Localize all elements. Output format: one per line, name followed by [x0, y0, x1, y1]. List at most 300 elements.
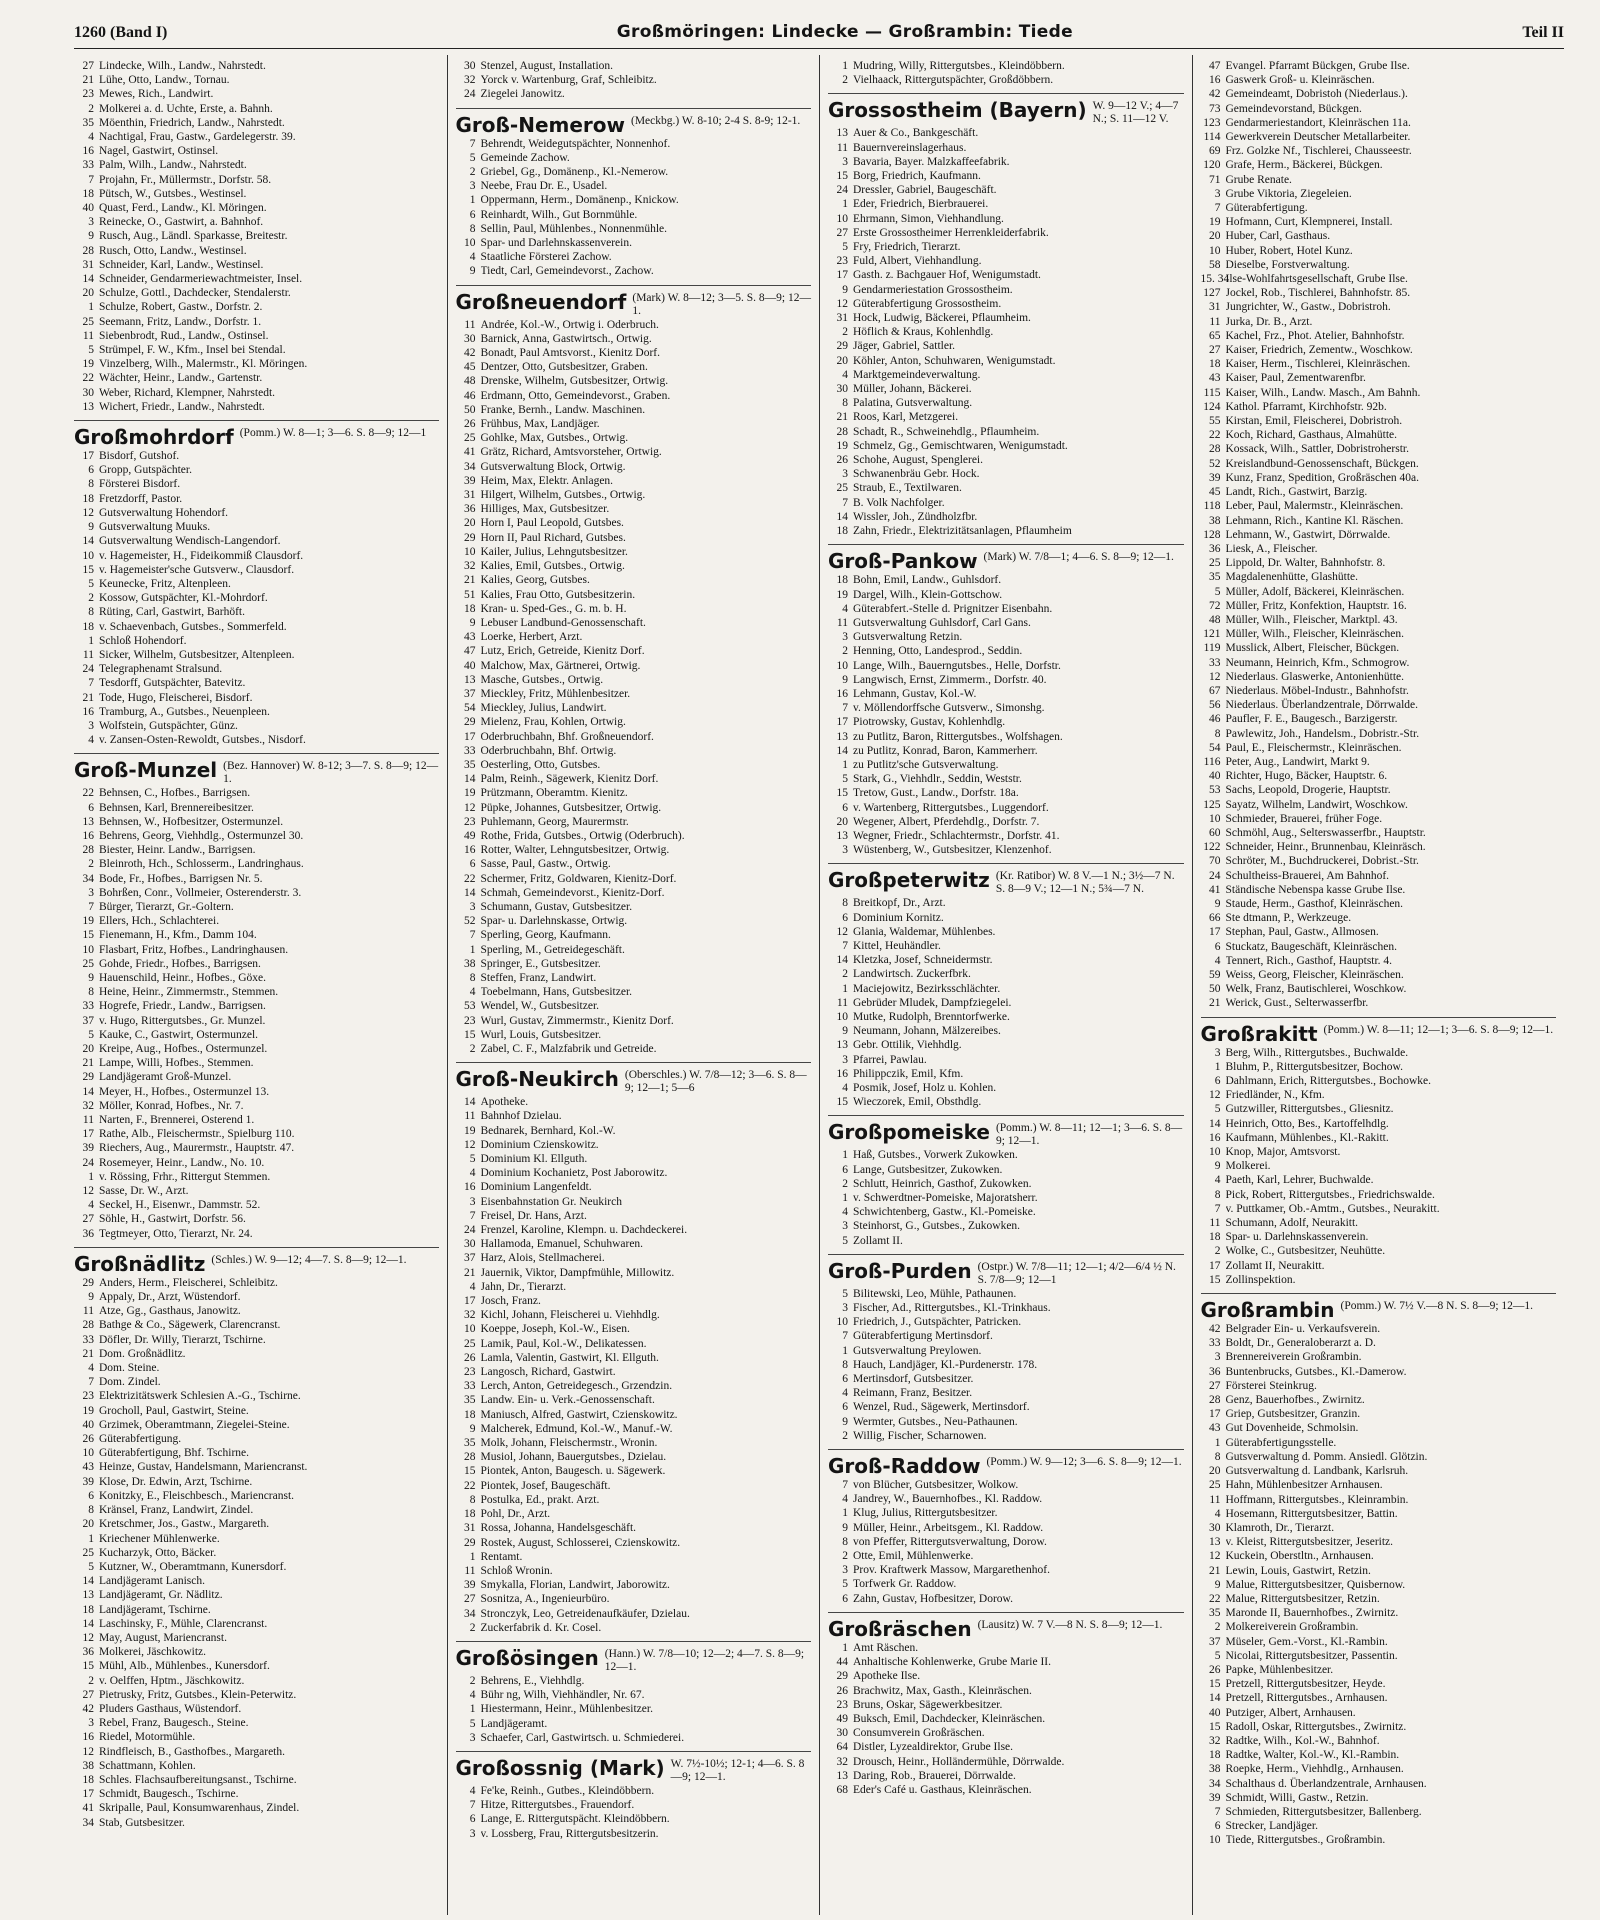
subscriber-entry — [828, 1400, 1184, 1414]
subscriber-entry — [74, 343, 439, 357]
subscriber-name: Eder's Café u. Gasthaus, Kleinräschen. — [853, 1783, 1032, 1796]
subscriber-entry — [1201, 1436, 1557, 1450]
subscriber-entry — [1201, 897, 1557, 911]
subscriber-entry — [456, 1784, 812, 1798]
subscriber-entry — [1201, 215, 1557, 229]
subscriber-entry — [456, 914, 812, 928]
subscriber-name: Gutsverwaltung Muuks. — [99, 521, 211, 534]
phone-number: 5 — [88, 1560, 94, 1573]
subscriber-entry — [456, 264, 812, 278]
phone-number: 5 — [842, 773, 848, 786]
subscriber-entry — [74, 215, 439, 229]
subscriber-entry — [828, 1081, 1184, 1095]
phone-number: 18 — [82, 1773, 94, 1786]
phone-number: 25 — [836, 482, 848, 495]
place-name: Großmohrdorf — [74, 425, 234, 450]
subscriber-entry — [74, 1404, 439, 1418]
subscriber-entry — [828, 616, 1184, 630]
phone-number: 33 — [464, 744, 476, 757]
subscriber-entry — [1201, 1088, 1557, 1102]
phone-number: 15. 34 — [1200, 273, 1230, 286]
subscriber-entry — [456, 1280, 812, 1294]
subscriber-entry — [1201, 670, 1557, 684]
phone-number: 21 — [82, 691, 94, 704]
subscriber-name: Welk, Franz, Bautischlerei, Woschkow. — [1225, 983, 1407, 996]
subscriber-name: Tretow, Gust., Landw., Dorfstr. 18a. — [853, 787, 1019, 800]
phone-number: 29 — [82, 1071, 94, 1084]
phone-number: 47 — [1209, 60, 1221, 72]
subscriber-entry — [456, 1731, 812, 1745]
subscriber-name: Rotter, Walter, Lehngutsbesitzer, Ortwig. — [480, 844, 670, 857]
subscriber-entry — [828, 1740, 1184, 1754]
subscriber-name: Daring, Rob., Brauerei, Dörrwalde. — [853, 1769, 1016, 1782]
subscriber-name: Gutsverwaltung Preylowen. — [853, 1344, 982, 1357]
subscriber-entry — [1201, 599, 1557, 613]
subscriber-name: Kreislandbund-Genossenschaft, Bückgen. — [1225, 457, 1419, 470]
phone-number: 32 — [1209, 1734, 1221, 1747]
phone-number: 4 — [88, 734, 94, 747]
place-name: Großossnig (Mark) — [455, 1755, 665, 1780]
subscriber-name: Kaiser, Friedrich, Zementw., Woschkow. — [1225, 344, 1413, 357]
subscriber-name: Gutsverwaltung Block, Ortwig. — [480, 460, 626, 473]
subscriber-name: Landt, Rich., Gastwirt, Barzig. — [1225, 486, 1368, 499]
subscriber-entry — [1201, 1046, 1557, 1060]
subscriber-entry — [456, 573, 812, 587]
phone-number: 25 — [82, 1546, 94, 1559]
subscriber-name: Wurl, Gustav, Zimmermstr., Kienitz Dorf. — [480, 1014, 674, 1027]
phone-number: 15 — [836, 787, 848, 800]
subscriber-entry — [828, 673, 1184, 687]
subscriber-entry — [1201, 1117, 1557, 1131]
phone-number: 26 — [836, 1684, 848, 1697]
subscriber-entry — [456, 1322, 812, 1336]
phone-number: 3 — [469, 1195, 476, 1208]
phone-number: 47 — [464, 645, 476, 658]
subscriber-entry — [74, 102, 439, 116]
phone-number: 2 — [88, 102, 94, 115]
subscriber-entry — [828, 758, 1184, 772]
phone-number: 25 — [464, 432, 476, 445]
subscriber-name: Ständische Nebenspa kasse Grube Ilse. — [1225, 883, 1406, 896]
phone-number: 21 — [82, 1347, 94, 1360]
place-section — [456, 285, 812, 1057]
subscriber-name: Gemeindevorstand, Bückgen. — [1225, 102, 1362, 115]
office-hours: (Pomm.) W. 8—11; 12—1; 3—6. S. 8—9; 12—1. — [995, 1122, 1183, 1148]
subscriber-entry — [74, 999, 439, 1013]
subscriber-entry — [828, 1577, 1184, 1591]
subscriber-entry — [74, 1127, 439, 1141]
subscriber-name: Ilse-Wohlfahrtsgesellschaft, Grube Ilse. — [1225, 273, 1408, 286]
phone-number: 35 — [1209, 571, 1221, 584]
phone-number: 29 — [464, 531, 476, 544]
phone-number: 7 — [842, 1479, 848, 1492]
phone-number: 4 — [88, 1362, 94, 1375]
subscriber-name: Jauernik, Viktor, Dampfmühle, Millowitz. — [480, 1266, 675, 1279]
subscriber-name: Jäger, Gabriel, Sattler. — [853, 340, 956, 353]
subscriber-entry — [74, 492, 439, 506]
phone-number: 36 — [1209, 542, 1221, 555]
subscriber-entry — [456, 1827, 812, 1841]
subscriber-name: Heinrich, Otto, Bes., Kartoffelhdlg. — [1225, 1117, 1389, 1130]
phone-number: 5 — [469, 1153, 476, 1166]
phone-number: 4 — [1214, 954, 1221, 967]
subscriber-name: Oppermann, Herm., Domänenp., Knickow. — [480, 194, 679, 207]
place-header — [828, 1449, 1184, 1478]
subscriber-name: Flasbart, Fritz, Hofbes., Landringhausen. — [99, 943, 289, 956]
subscriber-name: Möller, Konrad, Hofbes., Nr. 7. — [99, 1099, 244, 1112]
subscriber-entry — [456, 1422, 812, 1436]
subscriber-name: Schneider, Gendarmeriewachtmeister, Insel. — [99, 273, 303, 286]
subscriber-entry — [1201, 613, 1557, 627]
subscriber-entry — [1201, 741, 1557, 755]
phone-number: 6 — [842, 1373, 848, 1386]
subscriber-name: Sayatz, Wilhelm, Landwirt, Woschkow. — [1225, 798, 1408, 811]
subscriber-entry — [456, 1674, 812, 1688]
subscriber-name: Kreipe, Aug., Hofbes., Ostermunzel. — [99, 1043, 268, 1055]
subscriber-entry — [1201, 130, 1557, 144]
subscriber-entry — [74, 815, 439, 829]
subscriber-name: v. Oelffen, Hptm., Jäschkowitz. — [99, 1674, 245, 1687]
place-name: Groß-Neukirch — [455, 1067, 619, 1092]
phone-number: 19 — [82, 915, 94, 928]
phone-number: 2 — [469, 1674, 476, 1687]
subscriber-entry — [1201, 684, 1557, 698]
phone-number: 6 — [1214, 940, 1221, 953]
phone-number: 22 — [82, 787, 94, 800]
subscriber-name: Grube Renate. — [1225, 173, 1292, 186]
subscriber-entry — [1201, 528, 1557, 542]
subscriber-name: Hauenschild, Heinr., Hofbes., Göxe. — [99, 971, 267, 984]
phone-number: 4 — [469, 1689, 476, 1702]
subscriber-entry — [456, 87, 812, 101]
phone-number: 27 — [1209, 1379, 1221, 1392]
phone-number: 124 — [1203, 400, 1221, 413]
subscriber-name: Frz. Golzke Nf., Tischlerei, Chausseestr. — [1225, 145, 1412, 158]
phone-number: 1 — [469, 943, 476, 956]
phone-number: 15 — [82, 563, 94, 576]
place-section — [1201, 1293, 1557, 1848]
subscriber-entry — [1201, 1244, 1557, 1258]
subscriber-entry — [456, 1702, 812, 1716]
subscriber-name: Werick, Gust., Selterwasserfbr. — [1225, 997, 1369, 1010]
phone-number: 14 — [836, 510, 848, 523]
subscriber-entry — [456, 1507, 812, 1521]
subscriber-entry — [74, 534, 439, 548]
phone-number: 52 — [1209, 457, 1221, 470]
subscriber-name: Bisdorf, Gutshof. — [99, 450, 180, 463]
subscriber-name: Kossow, Gutspächter, Kl.-Mohrdorf. — [99, 592, 268, 605]
phone-number: 3 — [88, 1717, 94, 1730]
subscriber-entry — [828, 1669, 1184, 1683]
phone-number: 39 — [1209, 471, 1221, 484]
phone-number: 3 — [1214, 1046, 1221, 1059]
subscriber-entry — [828, 169, 1184, 183]
subscriber-entry — [1201, 769, 1557, 783]
subscriber-entry — [74, 400, 439, 414]
phone-number: 10 — [82, 943, 94, 956]
phone-number: 7 — [469, 1799, 476, 1812]
place-name: Groß-Nemerow — [455, 112, 625, 137]
phone-number: 28 — [82, 1319, 94, 1332]
phone-number: 39 — [82, 1475, 94, 1488]
phone-number: 24 — [82, 1156, 94, 1169]
phone-number: 23 — [82, 1390, 94, 1403]
subscriber-name: Staatliche Försterei Zachow. — [480, 251, 612, 264]
place-header — [456, 285, 812, 318]
subscriber-entry — [828, 1521, 1184, 1535]
subscriber-name: Rusch, Otto, Landw., Westinsel. — [99, 244, 247, 257]
phone-number: 5 — [1214, 585, 1221, 598]
subscriber-name: Sperling, Georg, Kaufmann. — [480, 929, 611, 942]
subscriber-entry — [456, 1564, 812, 1578]
subscriber-name: Gemeindeamt, Dobristoh (Niederlaus.). — [1225, 88, 1408, 101]
subscriber-name: Barnick, Anna, Gastwirtsch., Ortwig. — [480, 332, 652, 345]
phone-number: 25 — [1209, 1479, 1221, 1492]
place-section — [828, 59, 1184, 87]
subscriber-entry — [828, 59, 1184, 73]
subscriber-name: Wieczorek, Emil, Obsthdlg. — [853, 1096, 982, 1109]
phone-number: 29 — [836, 1670, 848, 1683]
subscriber-entry — [1201, 1060, 1557, 1074]
subscriber-entry — [828, 354, 1184, 368]
subscriber-entry — [828, 1415, 1184, 1429]
subscriber-entry — [1201, 1691, 1557, 1705]
phone-number: 3 — [842, 155, 848, 168]
subscriber-name: Kucharzyk, Otto, Bäcker. — [99, 1546, 217, 1559]
subscriber-entry — [828, 701, 1184, 715]
subscriber-entry — [74, 59, 439, 73]
subscriber-name: Brennereiverein Großrambin. — [1225, 1351, 1362, 1364]
subscriber-entry — [828, 659, 1184, 673]
subscriber-entry — [456, 389, 812, 403]
subscriber-name: Kunz, Franz, Spedition, Großräschen 40a. — [1225, 471, 1420, 484]
place-header — [456, 1751, 812, 1784]
subscriber-entry — [74, 1446, 439, 1460]
subscriber-name: Henning, Otto, Landesprod., Seddin. — [853, 645, 1023, 658]
phone-number: 116 — [1203, 755, 1221, 768]
subscriber-name: Rüting, Carl, Gastwirt, Barhöft. — [99, 606, 245, 619]
subscriber-name: Sellin, Paul, Mühlenbes., Nonnenmühle. — [480, 222, 668, 235]
phone-number: 5 — [842, 1234, 848, 1247]
subscriber-entry — [456, 815, 812, 829]
subscriber-entry — [456, 59, 812, 73]
subscriber-name: Straub, E., Textilwaren. — [853, 482, 962, 495]
phone-number: 28 — [82, 244, 94, 257]
subscriber-name: Prützmann, Oberamtm. Kienitz. — [480, 787, 628, 800]
subscriber-entry — [74, 801, 439, 815]
subscriber-name: Richter, Hugo, Bäcker, Hauptstr. 6. — [1225, 770, 1388, 783]
phone-number: 12 — [1209, 1089, 1221, 1102]
subscriber-entry — [74, 449, 439, 463]
subscriber-name: Distler, Lyzealdirektor, Grube Ilse. — [853, 1741, 1014, 1754]
subscriber-name: Zahn, Friedr., Elektrizitätsanlagen, Pflaumheim — [853, 525, 1072, 538]
subscriber-name: Höflich & Kraus, Kohlenhdlg. — [853, 326, 994, 339]
phone-number: 59 — [1209, 969, 1221, 981]
subscriber-name: Güterabfertigung. — [1225, 202, 1308, 215]
subscriber-entry — [74, 463, 439, 477]
subscriber-entry — [456, 1014, 812, 1028]
subscriber-name: Mühl, Alb., Mühlenbes., Kunersdorf. — [99, 1660, 270, 1673]
subscriber-entry — [1201, 201, 1557, 215]
place-section — [828, 863, 1184, 1109]
phone-number: 9 — [1214, 897, 1221, 910]
phone-number: 6 — [1214, 1075, 1221, 1088]
subscriber-entry — [828, 925, 1184, 939]
phone-number: 65 — [1209, 329, 1221, 342]
phone-number: 40 — [1209, 770, 1221, 783]
subscriber-name: Rosemeyer, Heinr., Landw., No. 10. — [99, 1156, 265, 1169]
subscriber-name: Vielhaack, Rittergutspächter, Großdöbbern. — [853, 74, 1054, 87]
subscriber-name: Kossack, Wilh., Sattler, Dobristroherstr. — [1225, 443, 1409, 456]
subscriber-name: Spar- u. Darlehnskasse, Ortwig. — [480, 915, 628, 928]
phone-number: 31 — [82, 258, 94, 271]
subscriber-entry — [1201, 982, 1557, 996]
subscriber-entry — [1201, 485, 1557, 499]
phone-number: 48 — [464, 375, 476, 388]
subscriber-name: Müller, Fritz, Konfektion, Hauptstr. 16. — [1225, 599, 1407, 612]
subscriber-name: v. Wartenberg, Rittergutsbes., Luggendorf. — [853, 801, 1049, 814]
subscriber-name: Frühbus, Max, Landjäger. — [480, 418, 600, 431]
subscriber-entry — [74, 187, 439, 201]
subscriber-name: Palm, Wilh., Landw., Nahrstedt. — [99, 159, 247, 172]
subscriber-name: Jungrichter, W., Gastw., Dobristroh. — [1225, 301, 1391, 314]
phone-number: 19 — [82, 358, 94, 371]
phone-number: 1 — [88, 1532, 94, 1545]
phone-number: 26 — [836, 454, 848, 467]
phone-number: 10 — [836, 1010, 848, 1023]
subscriber-name: Bühr ng, Wilh, Viehhändler, Nr. 67. — [480, 1689, 645, 1702]
subscriber-name: Josch, Franz. — [480, 1295, 541, 1308]
subscriber-name: Radoll, Oskar, Rittergutsbes., Zwirnitz. — [1225, 1720, 1407, 1733]
subscriber-entry — [456, 1028, 812, 1042]
phone-number: 12 — [464, 801, 476, 814]
subscriber-name: Nicolai, Rittergutsbesitzer, Passentin. — [1225, 1649, 1398, 1662]
subscriber-entry — [74, 315, 439, 329]
subscriber-name: Tesdorff, Gutspächter, Batevitz. — [99, 677, 246, 690]
subscriber-name: Dominium Kochanietz, Post Jaborowitz. — [480, 1167, 668, 1180]
subscriber-name: Reimann, Franz, Besitzer. — [853, 1387, 973, 1400]
subscriber-name: Lange, Wilh., Bauerngutsbes., Helle, Dorfstr. — [853, 659, 1061, 672]
page-number: 1260 (Band I) — [74, 24, 168, 41]
subscriber-entry — [74, 1801, 439, 1815]
subscriber-entry — [456, 943, 812, 957]
subscriber-entry — [1201, 1791, 1557, 1805]
phone-number: 1 — [469, 194, 476, 207]
office-hours: (Bez. Hannover) W. 8-12; 3—7. S. 8—9; 12—1. — [223, 760, 439, 786]
subscriber-entry — [828, 254, 1184, 268]
subscriber-entry — [456, 137, 812, 151]
subscriber-name: v. Lossberg, Frau, Rittergutsbesitzerin. — [480, 1827, 659, 1840]
subscriber-name: Roos, Karl, Metzgerei. — [853, 411, 959, 424]
subscriber-entry — [456, 1812, 812, 1826]
subscriber-name: Buntenbrucks, Gutsbes., Kl.-Damerow. — [1225, 1365, 1407, 1378]
subscriber-entry — [1201, 1259, 1557, 1273]
subscriber-name: Berg, Wilh., Rittergutsbes., Buchwalde. — [1225, 1046, 1409, 1059]
subscriber-entry — [456, 1124, 812, 1138]
subscriber-name: Ellers, Hch., Schlachterei. — [99, 915, 220, 928]
subscriber-name: Belgrader Ein- u. Verkaufsverein. — [1225, 1323, 1381, 1336]
subscriber-name: Borg, Friedrich, Kaufmann. — [853, 170, 981, 183]
subscriber-entry — [828, 1535, 1184, 1549]
phone-number: 9 — [88, 521, 94, 534]
phone-number: 15 — [82, 1660, 94, 1673]
phone-number: 12 — [1209, 670, 1221, 683]
subscriber-name: Willig, Fischer, Scharnowen. — [853, 1429, 987, 1442]
subscriber-name: Paul, E., Fleischermstr., Kleinräschen. — [1225, 741, 1402, 754]
phone-number: 45 — [464, 361, 476, 374]
subscriber-entry — [1201, 1535, 1557, 1549]
subscriber-entry — [1201, 968, 1557, 982]
subscriber-entry — [1201, 1173, 1557, 1187]
subscriber-name: Liesk, A., Fleischer. — [1225, 542, 1318, 555]
subscriber-entry — [1201, 1706, 1557, 1720]
subscriber-entry — [828, 396, 1184, 410]
subscriber-name: Schaefer, Carl, Gastwirtsch. u. Schmiederei. — [480, 1731, 685, 1744]
subscriber-entry — [74, 1113, 439, 1127]
subscriber-entry — [456, 559, 812, 573]
subscriber-entry — [74, 258, 439, 272]
subscriber-name: Molkereiverein Großrambin. — [1225, 1621, 1359, 1634]
subscriber-entry — [74, 1361, 439, 1375]
subscriber-entry — [1201, 102, 1557, 116]
subscriber-name: Gasth. z. Bachgauer Hof, Wenigumstadt. — [853, 269, 1041, 282]
phone-number: 18 — [1209, 358, 1221, 371]
subscriber-name: Siebenbrodt, Rud., Landw., Ostinsel. — [99, 329, 269, 342]
subscriber-entry — [456, 1436, 812, 1450]
subscriber-name: Pietrusky, Fritz, Gutsbes., Klein-Peterwitz. — [99, 1688, 297, 1701]
subscriber-entry — [74, 506, 439, 520]
subscriber-name: Schohe, August, Spenglerei. — [853, 454, 983, 467]
phone-number: 15 — [464, 1028, 476, 1041]
phone-number: 19 — [82, 1404, 94, 1417]
phone-number: 71 — [1209, 173, 1221, 186]
subscriber-entry — [1201, 1216, 1557, 1230]
subscriber-name: Landjägeramt. — [480, 1717, 548, 1730]
subscriber-entry — [74, 620, 439, 634]
subscriber-name: Dominium Langenfeldt. — [480, 1181, 592, 1194]
page-header — [74, 22, 1564, 49]
phone-number: 45 — [1209, 486, 1221, 499]
phone-number: 8 — [469, 971, 476, 984]
subscriber-name: Seckel, H., Eisenwr., Dammstr. 52. — [99, 1199, 261, 1212]
subscriber-name: Skripalle, Paul, Konsumwarenhaus, Zindel. — [99, 1802, 300, 1815]
subscriber-entry — [456, 1688, 812, 1702]
subscriber-name: Harz, Alois, Stellmacherei. — [480, 1252, 605, 1265]
subscriber-name: Schles. Flachsaufbereitungsanst., Tschirne. — [99, 1773, 297, 1786]
office-hours: (Oberschles.) W. 7/8—12; 3—6. S. 8—9; 12—1; 5—6 — [624, 1069, 807, 1095]
phone-number: 14 — [82, 535, 94, 548]
subscriber-name: Kirstan, Emil, Fleischerei, Dobristroh. — [1225, 415, 1403, 428]
subscriber-entry — [74, 1460, 439, 1474]
phone-number: 14 — [1209, 1692, 1221, 1705]
phone-number: 6 — [1214, 1820, 1221, 1833]
phone-number: 17 — [1209, 1259, 1221, 1272]
subscriber-name: Apotheke Ilse. — [853, 1670, 921, 1683]
phone-number: 120 — [1203, 159, 1221, 172]
phone-number: 9 — [842, 673, 848, 686]
subscriber-name: Spar- und Darlehnskassenverein. — [480, 237, 632, 250]
phone-number: 29 — [464, 1536, 476, 1549]
subscriber-entry — [456, 999, 812, 1013]
subscriber-entry — [828, 283, 1184, 297]
subscriber-entry — [1201, 1102, 1557, 1116]
subscriber-name: Landjägeramt Groß-Munzel. — [99, 1071, 232, 1084]
subscriber-name: Pfarrei, Pawlau. — [853, 1053, 927, 1066]
subscriber-name: Schattmann, Kohlen. — [99, 1759, 196, 1772]
phone-number: 36 — [82, 1227, 94, 1240]
phone-number: 16 — [836, 687, 848, 700]
phone-number: 33 — [1209, 1337, 1221, 1350]
